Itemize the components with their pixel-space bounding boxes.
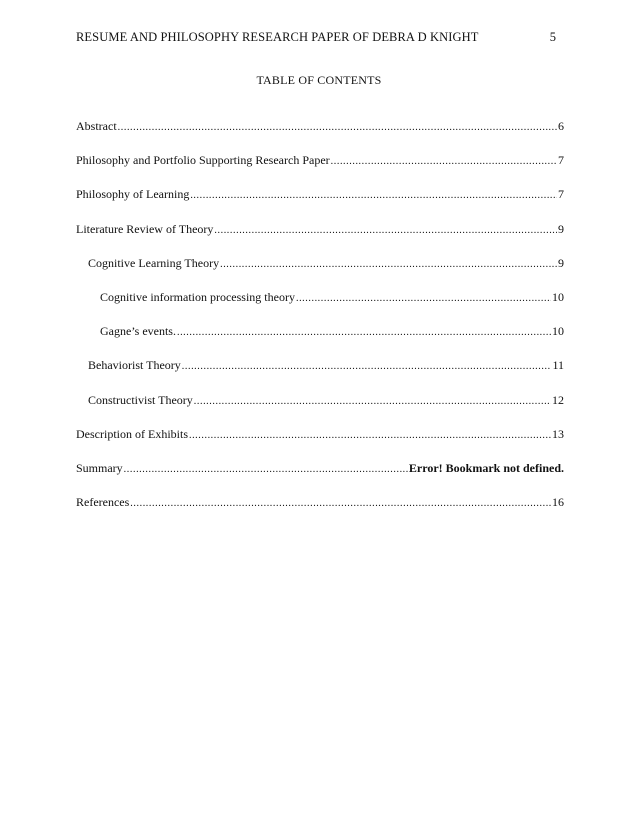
toc-entry-philosophy-of-learning[interactable] [76, 185, 564, 219]
toc-entry-page: 9 [558, 221, 564, 236]
dot-leader [190, 187, 557, 205]
toc-entry-label: Philosophy and Portfolio Supporting Research Paper [76, 153, 330, 168]
toc-entry-page: 16 [552, 495, 564, 510]
dot-leader [296, 290, 551, 308]
dot-leader [124, 461, 408, 479]
toc-entry-bookmark-error: Error! Bookmark not defined. [408, 460, 564, 475]
page-number: 5 [549, 30, 556, 44]
toc-entry-page: 10 [552, 289, 564, 304]
dot-leader [130, 495, 551, 513]
toc-entry-label: Abstract [76, 119, 117, 133]
toc-entry-page: 9 [558, 255, 564, 270]
toc-entry-cognitive-information-processing[interactable] [76, 288, 564, 322]
toc-entry-summary[interactable] [76, 459, 564, 493]
toc-entry-constructivist-theory[interactable] [76, 391, 564, 425]
running-head-title: RESUME AND PHILOSOPHY RESEARCH PAPER OF DEBRA D KNIGHT [76, 30, 479, 44]
toc-entry-philosophy-and-portfolio[interactable] [76, 151, 564, 185]
dot-leader [189, 427, 551, 445]
toc-entry-page: 12 [552, 392, 564, 407]
toc-entry-label: Gagne’s events. [100, 324, 176, 339]
toc-entry-label: Summary [76, 460, 123, 475]
toc-entry-label: Cognitive Learning Theory [88, 255, 220, 270]
toc-entry-behaviorist-theory[interactable] [76, 356, 564, 390]
toc-entry-page: 7 [558, 153, 564, 168]
toc-entry-label: Philosophy of Learning [76, 187, 190, 202]
toc-entry-description-of-exhibits[interactable] [76, 425, 564, 459]
toc-entry-label: Constructivist Theory [88, 392, 193, 407]
toc-entry-page: 10 [552, 324, 564, 339]
toc-entry-gagnes-events[interactable] [76, 322, 564, 356]
toc-entry-label: References [76, 495, 130, 510]
toc-heading: TABLE OF CONTENTS [256, 73, 382, 87]
toc-entry-abstract[interactable] [76, 117, 564, 151]
toc-entry-page: 11 [552, 358, 564, 373]
dot-leader [214, 222, 557, 240]
dot-leader [331, 153, 557, 171]
toc-entry-literature-review[interactable] [76, 220, 564, 254]
table-of-contents [76, 117, 564, 527]
toc-entry-page: 7 [558, 187, 564, 202]
dot-leader [220, 256, 557, 274]
toc-entry-references[interactable] [76, 493, 564, 527]
dot-leader [118, 119, 557, 137]
dot-leader [177, 324, 551, 342]
toc-entry-label: Literature Review of Theory [76, 221, 214, 236]
running-head [76, 28, 562, 46]
toc-entry-label: Description of Exhibits [76, 426, 188, 441]
dot-leader [194, 393, 551, 411]
toc-entry-page: 13 [552, 426, 564, 441]
toc-entry-cognitive-learning-theory[interactable] [76, 254, 564, 288]
toc-entry-label: Cognitive information processing theory [100, 289, 295, 304]
toc-entry-label: Behaviorist Theory [88, 358, 181, 373]
toc-entry-page: 6 [558, 119, 564, 133]
dot-leader [182, 358, 552, 376]
